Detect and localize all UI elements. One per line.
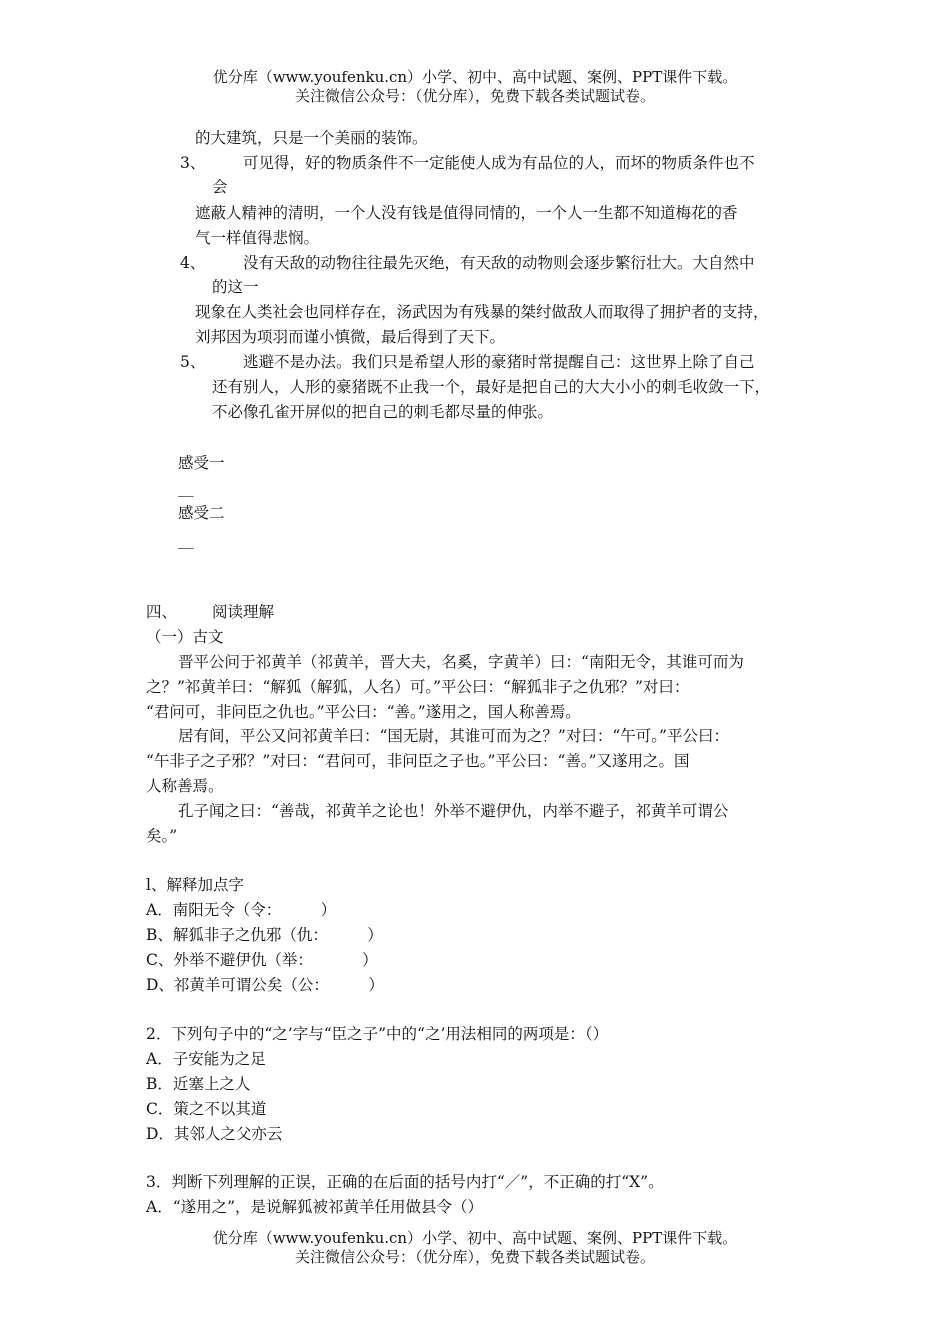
- section-4-number: 四、: [146, 603, 178, 621]
- item-4-line-4: 刘邦因为项羽而谨小慎微，最后得到了天下。: [195, 328, 506, 346]
- passage-line-5: “午非子之子邪？”对曰：“君问可，非问臣之子也。”平公曰：“善。”又遂用之。国: [146, 752, 690, 770]
- question-1-option-a: A．南阳无令（令： ）: [146, 901, 337, 919]
- page-header-line-1: 优分库（www.youfenku.cn）小学、初中、高中试题、案例、PPT课件下载。: [212, 68, 738, 86]
- feeling-1-label: 感受一: [178, 454, 225, 472]
- question-2-option-d: D．其邻人之父亦云: [146, 1125, 283, 1143]
- item-5-line-2: 还有别人，人形的豪猪既不止我一个，最好是把自己的大大小小的刺毛收敛一下，: [212, 378, 771, 396]
- item-5-line-1: 逃避不是办法。我们只是希望人形的豪猪时常提醒自己：这世界上除了自己: [243, 353, 755, 371]
- section-4-subtitle: （一）古文: [146, 628, 224, 646]
- question-1-option-c: C、外举不避伊仇（举： ）: [146, 951, 378, 969]
- question-3-option-a: A．“遂用之”，是说解狐被祁黄羊任用做县令（）: [146, 1198, 484, 1216]
- item-4-line-2: 的这一: [212, 278, 259, 296]
- feeling-1-blank: __: [178, 479, 194, 497]
- feeling-2-label: 感受二: [178, 504, 225, 522]
- question-3-title: 3．判断下列理解的正误，正确的在后面的括号内打“／”，不正确的打“X”。: [146, 1173, 664, 1191]
- item-3-line-1: 可见得，好的物质条件不一定能使人成为有品位的人，而坏的物质条件也不: [243, 154, 755, 172]
- question-1-title: l、解释加点字: [146, 876, 244, 894]
- item-5-line-3: 不必像孔雀开屏似的把自己的刺毛都尽量的伸张。: [212, 403, 554, 421]
- item-3-number: 3、: [180, 154, 206, 172]
- question-2-option-b: B．近塞上之人: [146, 1075, 251, 1093]
- item-3-line-4: 气一样值得悲悯。: [195, 229, 320, 247]
- continued-sentence-line: 的大建筑，只是一个美丽的装饰。: [195, 129, 428, 147]
- question-2-option-c: C．策之不以其道: [146, 1100, 267, 1118]
- page-header-line-2: 关注微信公众号：（优分库），免费下载各类试题试卷。: [294, 87, 655, 105]
- question-1-option-d: D、祁黄羊可谓公矣（公： ）: [146, 976, 384, 994]
- item-4-line-1: 没有天敌的动物往往最先灭绝，有天敌的动物则会逐步繁衍壮大。大自然中: [243, 254, 755, 272]
- item-5-number: 5、: [180, 353, 206, 371]
- question-1-option-b: B、解狐非子之仇邪（仇： ）: [146, 926, 383, 944]
- item-3-line-2: 会: [212, 178, 228, 196]
- passage-line-7: 孔子闻之曰：“善哉，祁黄羊之论也！外举不避伊仇，内举不避子，祁黄羊可谓公: [178, 802, 729, 820]
- feeling-2-blank: __: [178, 531, 194, 549]
- item-4-line-3: 现象在人类社会也同样存在，汤武因为有残暴的桀纣做敌人而取得了拥护者的支持，: [195, 303, 769, 321]
- page-footer-line-2: 关注微信公众号：（优分库），免费下载各类试题试卷。: [294, 1248, 655, 1266]
- section-4-title: 阅读理解: [212, 603, 275, 621]
- passage-line-2: 之？”祁黄羊曰：“解狐（解狐，人名）可。”平公曰：“解狐非子之仇邪？”对曰：: [146, 678, 690, 696]
- item-4-number: 4、: [180, 254, 206, 272]
- passage-line-6: 人称善焉。: [146, 777, 224, 795]
- passage-line-3: “君问可，非问臣之仇也。”平公曰：“善。”遂用之，国人称善焉。: [146, 703, 581, 721]
- passage-line-1: 晋平公问于祁黄羊（祁黄羊，晋大夫，名奚，字黄羊）曰：“南阳无令，其谁可而为: [178, 653, 744, 671]
- item-3-line-3: 遮蔽人精神的清明，一个人没有钱是值得同情的，一个人一生都不知道梅花的香: [195, 204, 738, 222]
- passage-line-4: 居有间，平公又问祁黄羊曰：“国无尉，其谁可而为之？”对曰：“午可。”平公曰：: [178, 727, 729, 745]
- question-2-option-a: A．子安能为之足: [146, 1050, 266, 1068]
- passage-line-8: 矣。”: [146, 827, 178, 845]
- page-footer-line-1: 优分库（www.youfenku.cn）小学、初中、高中试题、案例、PPT课件下载。: [212, 1229, 738, 1247]
- question-2-title: 2．下列句子中的“之’字与“臣之子”中的“之’用法相同的两项是：（）: [146, 1025, 609, 1043]
